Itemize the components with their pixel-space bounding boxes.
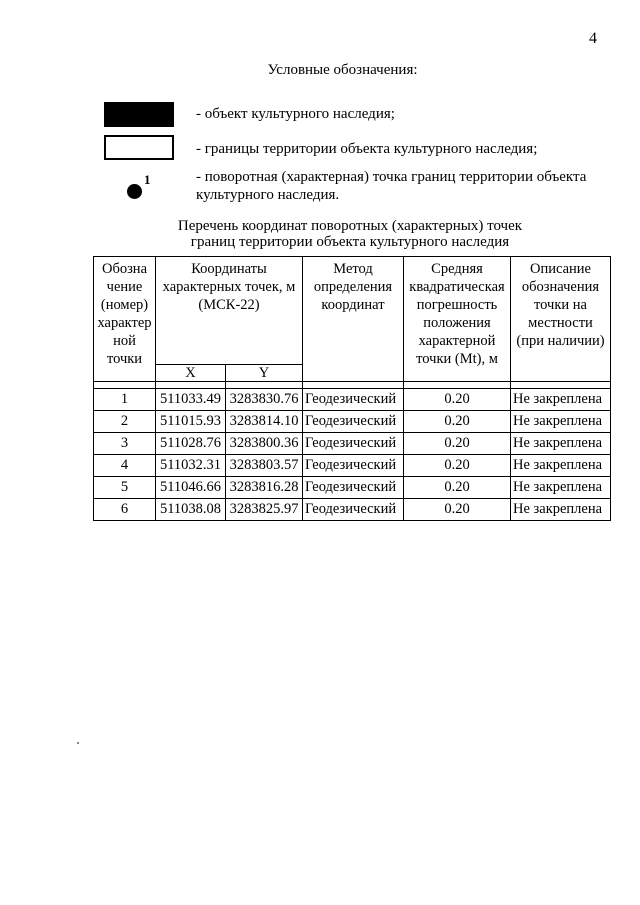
- cell-x: 511015.93: [156, 411, 226, 433]
- table-row: [94, 433, 611, 455]
- cell-error: 0.20: [404, 455, 511, 477]
- scan-speck: [77, 742, 79, 744]
- cell-point: 4: [94, 455, 156, 477]
- cell-x: 511038.08: [156, 499, 226, 521]
- coordinates-list-title-line2: границ территории объекта культурного наследия: [190, 234, 510, 250]
- header-x: X: [156, 364, 226, 381]
- cell-y: 3283803.57: [226, 455, 303, 477]
- territory-boundary-swatch: [104, 135, 174, 160]
- legend-item-territory-boundary: - границы территории объекта культурного наследия;: [196, 141, 538, 157]
- cell-error: 0.20: [404, 433, 511, 455]
- cell-point: 1: [94, 389, 156, 411]
- coordinates-list-title-line1: Перечень координат поворотных (характерных) точек: [177, 218, 523, 234]
- cell-method: Геодезический: [303, 499, 404, 521]
- cell-description: Не закреплена: [511, 433, 611, 455]
- cell-description: Не закреплена: [511, 411, 611, 433]
- table-row: [94, 499, 611, 521]
- cell-y: 3283825.97: [226, 499, 303, 521]
- coordinates-list-title: [150, 218, 550, 250]
- header-y: Y: [226, 364, 303, 381]
- cell-point: 6: [94, 499, 156, 521]
- table-row: [94, 389, 611, 411]
- cell-y: 3283814.10: [226, 411, 303, 433]
- page-number: 4: [589, 30, 597, 47]
- legend-title: Условные обозначения:: [267, 62, 418, 78]
- table-header-gap: [94, 382, 611, 389]
- cell-x: 511033.49: [156, 389, 226, 411]
- cell-description: Не закреплена: [511, 499, 611, 521]
- turning-point-marker-label: 1: [144, 172, 151, 187]
- table-header-row: [94, 257, 611, 365]
- cell-description: Не закреплена: [511, 477, 611, 499]
- table-row: [94, 477, 611, 499]
- header-description: Описание обозначения точки на местности (при наличии): [511, 257, 611, 382]
- coordinates-table: [93, 256, 611, 521]
- cell-method: Геодезический: [303, 455, 404, 477]
- cell-x: 511028.76: [156, 433, 226, 455]
- cell-point: 2: [94, 411, 156, 433]
- cell-method: Геодезический: [303, 433, 404, 455]
- cell-point: 5: [94, 477, 156, 499]
- cell-description: Не закреплена: [511, 389, 611, 411]
- cell-point: 3: [94, 433, 156, 455]
- table-row: [94, 455, 611, 477]
- cell-x: 511046.66: [156, 477, 226, 499]
- table-row: [94, 411, 611, 433]
- cell-y: 3283816.28: [226, 477, 303, 499]
- cell-y: 3283830.76: [226, 389, 303, 411]
- header-error: Средняя квадратическая погрешность положения характерной точки (Mt), м: [404, 257, 511, 382]
- turning-point-dot-icon: [127, 184, 142, 199]
- legend-item-heritage-object: - объект культурного наследия;: [196, 106, 395, 122]
- cell-method: Геодезический: [303, 477, 404, 499]
- cell-error: 0.20: [404, 389, 511, 411]
- heritage-object-swatch: [104, 102, 174, 127]
- cell-error: 0.20: [404, 477, 511, 499]
- cell-x: 511032.31: [156, 455, 226, 477]
- header-method: Метод определения координат: [303, 257, 404, 382]
- legend-item-turning-point: - поворотная (характерная) точка границ территории объекта культурного наследия.: [196, 169, 587, 203]
- cell-error: 0.20: [404, 411, 511, 433]
- cell-description: Не закреплена: [511, 455, 611, 477]
- header-point-number: Обозна чение (номер) характер ной точки: [94, 257, 156, 382]
- cell-error: 0.20: [404, 499, 511, 521]
- header-coordinates: Координаты характерных точек, м (МСК-22): [156, 257, 303, 365]
- cell-method: Геодезический: [303, 411, 404, 433]
- cell-method: Геодезический: [303, 389, 404, 411]
- cell-y: 3283800.36: [226, 433, 303, 455]
